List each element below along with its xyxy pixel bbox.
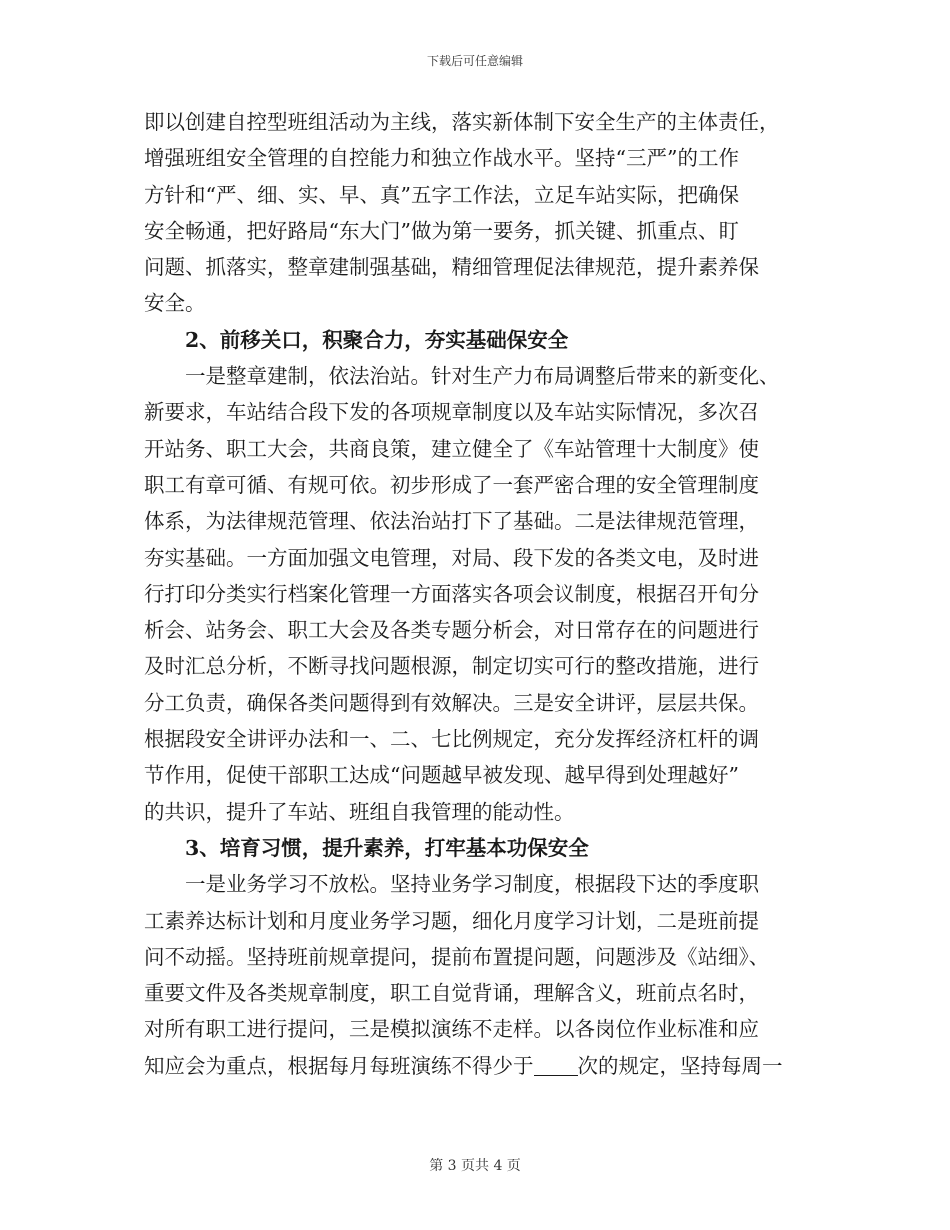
- text-line: 开站务、职工大会，共商良策，建立健全了《车站管理十大制度》使: [144, 436, 759, 461]
- text-line: 安全畅通，把好路局“东大门”做为第一要务，抓关键、抓重点、盯: [144, 218, 739, 243]
- text-fragment: 次的规定，坚持每周一: [577, 1053, 783, 1078]
- text-line: 的共识，提升了车站、班组自我管理的能动性。: [144, 799, 575, 824]
- text-line: 及时汇总分析，不断寻找问题根源，制定切实可行的整改措施，进行: [144, 654, 759, 679]
- text-line: 安全。: [144, 291, 206, 316]
- text-fragment: 知应会为重点，根据每月每班演练不得少于: [144, 1053, 534, 1078]
- page-number-footer: 第 3 页共 4 页: [429, 1158, 521, 1174]
- text-line: 新要求，车站结合段下发的各项规章制度以及车站实际情况，多次召: [144, 400, 759, 425]
- text-line: 一是整章建制，依法治站。针对生产力布局调整后带来的新变化、: [185, 364, 780, 389]
- text-line: 析会、站务会、职工大会及各类专题分析会，对日常存在的问题进行: [144, 618, 759, 643]
- text-line: 对所有职工进行提问，三是模拟演练不走样。以各岗位作业标准和应: [144, 1017, 759, 1042]
- text-line: 体系，为法律规范管理、依法治站打下了基础。二是法律规范管理，: [144, 509, 759, 534]
- text-line: 重要文件及各类规章制度，职工自觉背诵，理解含义，班前点名时，: [144, 981, 759, 1006]
- text-line: 一是业务学习不放松。坚持业务学习制度，根据段下达的季度职: [185, 872, 759, 897]
- text-line: 职工有章可循、有规可依。初步形成了一套严密合理的安全管理制度: [144, 472, 759, 497]
- document-body: [144, 104, 804, 1084]
- text-line: [144, 1048, 804, 1084]
- section-heading: 2、前移关口，积聚合力，夯实基础保安全: [185, 327, 569, 352]
- text-line: 工素养达标计划和月度业务学习题，细化月度学习计划，二是班前提: [144, 908, 759, 933]
- fill-in-blank: [534, 1054, 578, 1076]
- text-line: 问题、抓落实，整章建制强基础，精细管理促法律规范，提升素养保: [144, 255, 759, 280]
- text-line: 增强班组安全管理的自控能力和独立作战水平。坚持“三严”的工作: [144, 146, 739, 171]
- section-heading: 3、培育习惯，提升素养，打牢基本功保安全: [185, 835, 589, 860]
- text-line: 节作用，促使干部职工达成“问题越早被发现、越早得到处理越好”: [144, 763, 739, 788]
- text-line: 根据段安全讲评办法和一、二、七比例规定，充分发挥经济杠杆的调: [144, 727, 759, 752]
- text-line: 夯实基础。一方面加强文电管理，对局、段下发的各类文电，及时进: [144, 545, 759, 570]
- text-line: 问不动摇。坚持班前规章提问，提前布置提问题，问题涉及《站细》、: [144, 944, 770, 969]
- text-line: 行打印分类实行档案化管理一方面落实各项会议制度，根据召开旬分: [144, 581, 759, 606]
- text-line: 分工负责，确保各类问题得到有效解决。三是安全讲评，层层共保。: [144, 690, 759, 715]
- page-header: 下载后可任意编辑: [426, 54, 523, 68]
- text-line: 方针和“严、细、实、早、真”五字工作法，立足车站实际，把确保: [144, 182, 739, 207]
- text-line: 即以创建自控型班组活动为主线，落实新体制下安全生产的主体责任，: [144, 110, 780, 134]
